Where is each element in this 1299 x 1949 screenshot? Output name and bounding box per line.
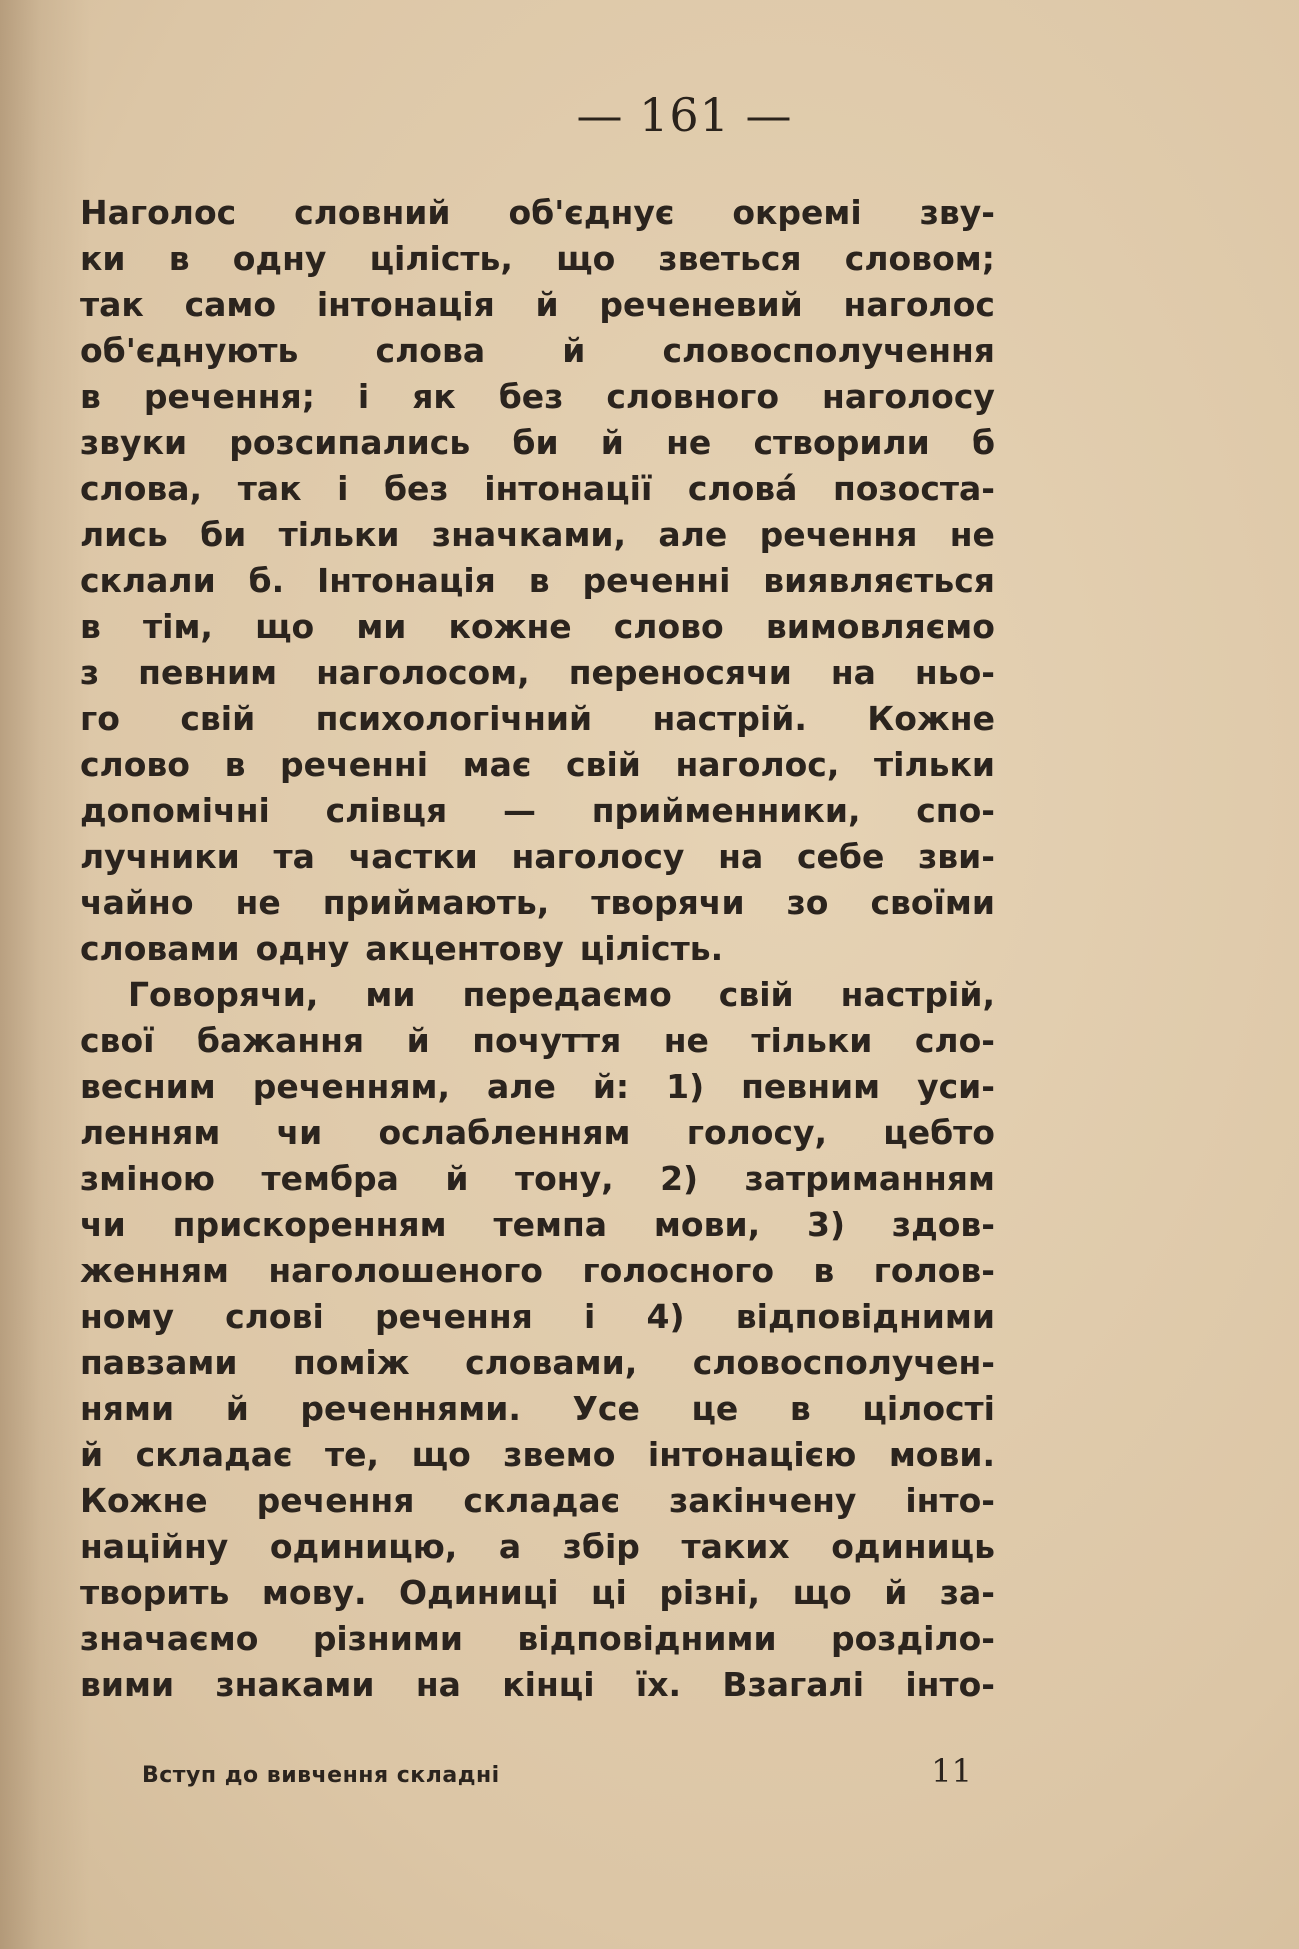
text-line: женням наголошеного голосного в голов- xyxy=(80,1251,995,1290)
text-line: допомічні слівця — прийменники, спо- xyxy=(80,791,995,830)
text-line: лись би тільки значками, але речення не xyxy=(80,515,995,554)
signature-mark: 11 xyxy=(931,1752,972,1790)
text-line: павзами поміж словами, словосполучен- xyxy=(80,1343,995,1382)
text-line: наційну одиницю, а збір таких одиниць xyxy=(80,1527,995,1566)
text-line: чайно не приймають, творячи зо своїми xyxy=(80,883,995,922)
text-line: об'єднують слова й словосполучення xyxy=(80,331,995,370)
text-line: ки в одну цілість, що зветься словом; xyxy=(80,239,995,278)
text-line: Наголос словний об'єднує окремі зву- xyxy=(80,193,995,232)
text-line: Кожне речення складає закінчену інто- xyxy=(80,1481,995,1520)
text-line: творить мову. Одиниці ці різні, що й за- xyxy=(80,1573,995,1612)
text-line: склали б. Інтонація в реченні виявляється xyxy=(80,561,995,600)
text-line: й складає те, що звемо інтонацією мови. xyxy=(80,1435,995,1474)
text-line: значаємо різними відповідними розділо- xyxy=(80,1619,995,1658)
text-line: ному слові речення і 4) відповідними xyxy=(80,1297,995,1336)
text-line: в речення; і як без словного наголосу xyxy=(80,377,995,416)
text-line: зміною тембра й тону, 2) затриманням xyxy=(80,1159,995,1198)
paragraph-1 xyxy=(80,190,995,972)
text-line: свої бажання й почуття не тільки сло- xyxy=(80,1021,995,1060)
page-footer xyxy=(142,1752,972,1790)
paragraph-2 xyxy=(80,972,995,1708)
text-line: словами одну акцентову цілість. xyxy=(80,929,724,968)
text-line: нями й реченнями. Усе це в цілості xyxy=(80,1389,995,1428)
body-text xyxy=(80,190,995,1708)
text-line: Говорячи, ми передаємо свій настрій, xyxy=(128,975,995,1014)
page-number: — 161 — xyxy=(576,88,793,142)
text-line: звуки розсипались би й не створили б xyxy=(80,423,995,462)
text-line: весним реченням, але й: 1) певним уси- xyxy=(80,1067,995,1106)
text-line: з певним наголосом, переносячи на ньо- xyxy=(80,653,995,692)
text-line: слово в реченні має свій наголос, тільки xyxy=(80,745,995,784)
text-line: го свій психологічний настрій. Кожне xyxy=(80,699,995,738)
text-line: так само інтонація й реченевий наголос xyxy=(80,285,995,324)
text-line: лучники та частки наголосу на себе зви- xyxy=(80,837,995,876)
footer-title: Вступ до вивчення складні xyxy=(142,1763,500,1788)
text-line: в тім, що ми кожне слово вимовляємо xyxy=(80,607,995,646)
text-line: слова, так і без інтонації слова́ позоста- xyxy=(80,469,995,508)
text-line: ленням чи ослабленням голосу, цебто xyxy=(80,1113,995,1152)
text-line: чи прискоренням темпа мови, 3) здов- xyxy=(80,1205,995,1244)
text-line: вими знаками на кінці їх. Взагалі інто- xyxy=(80,1665,995,1704)
